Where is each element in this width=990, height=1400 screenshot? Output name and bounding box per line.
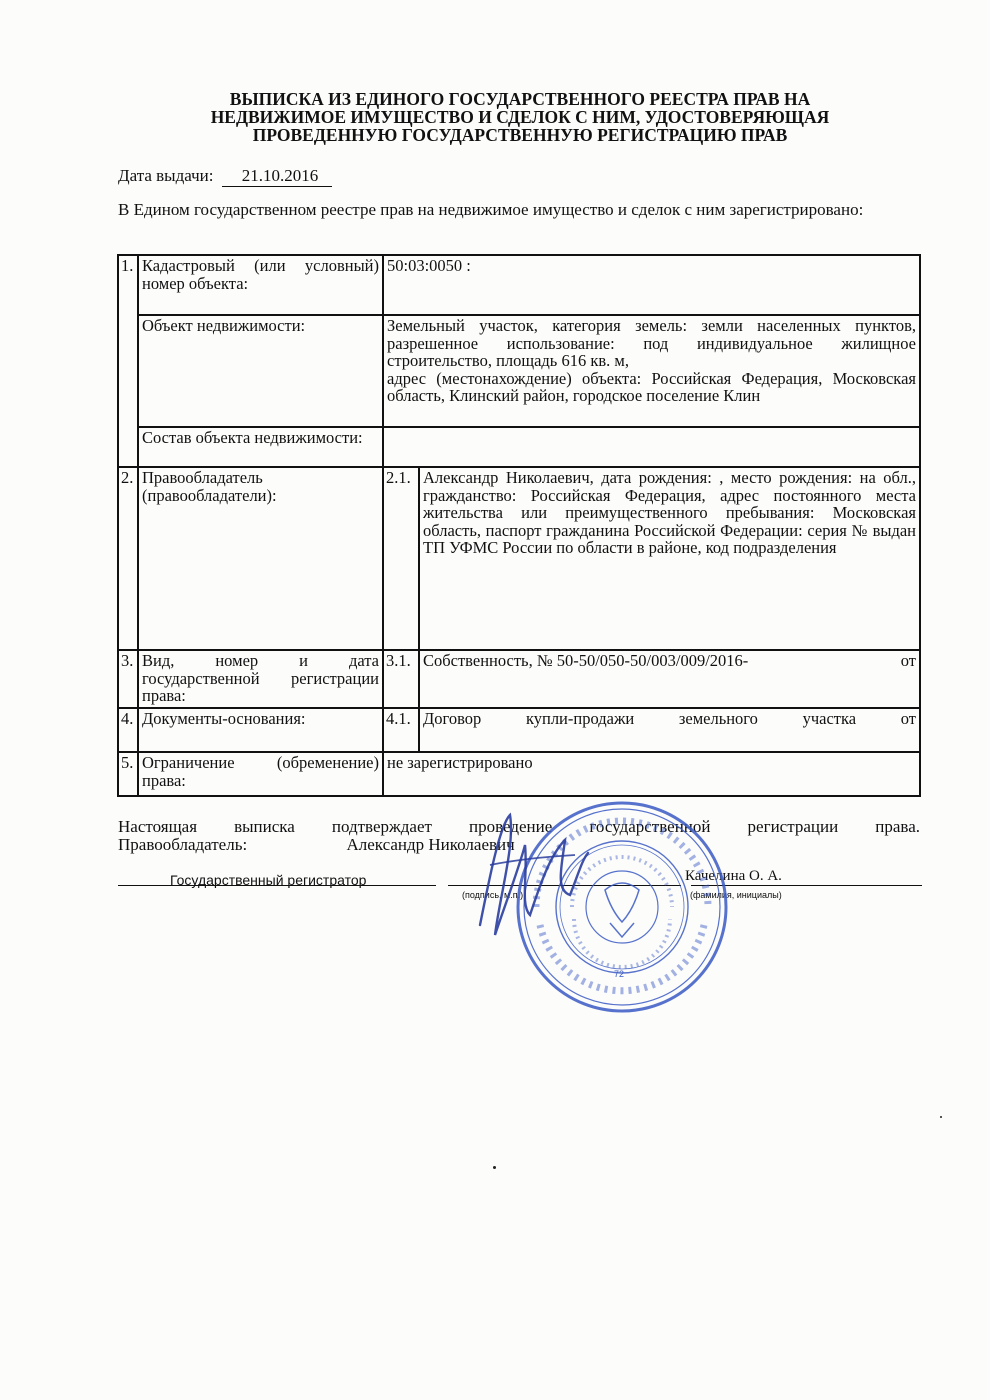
speck — [940, 1116, 942, 1118]
speck — [493, 1166, 496, 1169]
registrar-line — [118, 885, 436, 886]
cadastral-number-label: Кадастровый (или условный) номер объекта: — [138, 255, 383, 315]
registration-date-prefix: от — [900, 651, 916, 670]
registrar-title: Государственный регистратор — [170, 872, 367, 888]
rightholder-label: Правообладатель (правообладатели): — [138, 467, 383, 650]
title-line-2: НЕДВИЖИМОЕ ИМУЩЕСТВО И СДЕЛОК С НИМ, УДОСТОВЕРЯЮЩАЯ — [210, 107, 830, 127]
row-number: 3. — [118, 650, 138, 708]
stamp-number: 72 — [614, 969, 625, 979]
object-composition-label: Состав объекта недвижимости: — [138, 427, 383, 467]
row-number: 4. — [118, 708, 138, 752]
documents-value: Договор купли-продажи земельного участка от — [419, 708, 920, 752]
object-address: адрес (местонахождение) объекта: Российская Федерация, Московская область, Клинский район, городское поселение Клин — [387, 368, 916, 405]
encumbrance-value: не зарегистрировано — [383, 752, 920, 796]
table-row — [118, 427, 920, 467]
rightholder-subnumber: 2.1. — [383, 467, 419, 650]
issue-date-label: Дата выдачи: — [118, 166, 214, 185]
table-row — [118, 467, 920, 650]
object-composition-value — [383, 427, 920, 467]
signature-caption: (подпись, м.п.) — [462, 890, 524, 900]
confirmation-text: Настоящая выписка подтверждает проведение государственной регистрации права. — [118, 817, 920, 836]
issue-date-value: 21.10.2016 — [222, 166, 333, 187]
table-row — [118, 255, 920, 315]
table-row — [118, 315, 920, 427]
registration-number: Собственность, № 50-50/050-50/003/009/2016- — [423, 651, 749, 670]
title-line-3: ПРОВЕДЕННУЮ ГОСУДАРСТВЕННУЮ РЕГИСТРАЦИЮ ПРАВ — [252, 125, 788, 145]
holder-label: Правообладатель: — [118, 835, 248, 854]
handwritten-signature — [470, 805, 590, 955]
object-description: Земельный участок, категория земель: земли населенных пунктов, разрешенное использование: под индивидуальное жилищное строительство, площадь 616 кв. м, — [387, 316, 916, 370]
document-title — [120, 90, 920, 144]
object-value — [383, 315, 920, 427]
holder-name: Александр Николаевич — [346, 835, 515, 854]
table-row — [118, 650, 920, 708]
table-row — [118, 752, 920, 796]
documents-subnumber: 4.1. — [383, 708, 419, 752]
registration-label: Вид, номер и дата государственной регистрации права: — [138, 650, 383, 708]
registration-subnumber: 3.1. — [383, 650, 419, 708]
registration-value — [419, 650, 920, 708]
rightholder-value: Александр Николаевич, дата рождения: , место рождения: на обл., гражданство: Российская Федерация, адрес постоянного места жительства или преимущественного пребывания: Московская область, паспорт гражданина Российской Федерации: серия № выдан ТП УФМС России по области в районе, код подразделения — [419, 467, 920, 650]
row-number: 2. — [118, 467, 138, 650]
table-row — [118, 708, 920, 752]
object-label: Объект недвижимости: — [138, 315, 383, 427]
row-number: 5. — [118, 752, 138, 796]
registrar-name: Качелина О. А. — [685, 868, 782, 884]
title-line-1: ВЫПИСКА ИЗ ЕДИНОГО ГОСУДАРСТВЕННОГО РЕЕСТРА ПРАВ НА — [229, 89, 811, 109]
documents-label: Документы-основания: — [138, 708, 383, 752]
issue-date-row — [118, 166, 332, 187]
row-number: 1. — [118, 255, 138, 467]
registry-table — [117, 254, 921, 797]
cadastral-number-value: 50:03:0050 : — [383, 255, 920, 315]
encumbrance-label: Ограничение (обременение) права: — [138, 752, 383, 796]
intro-text: В Едином государственном реестре прав на недвижимое имущество и сделок с ним зарегистрировано: — [118, 200, 864, 219]
name-caption: (фамилия, инициалы) — [690, 890, 782, 900]
